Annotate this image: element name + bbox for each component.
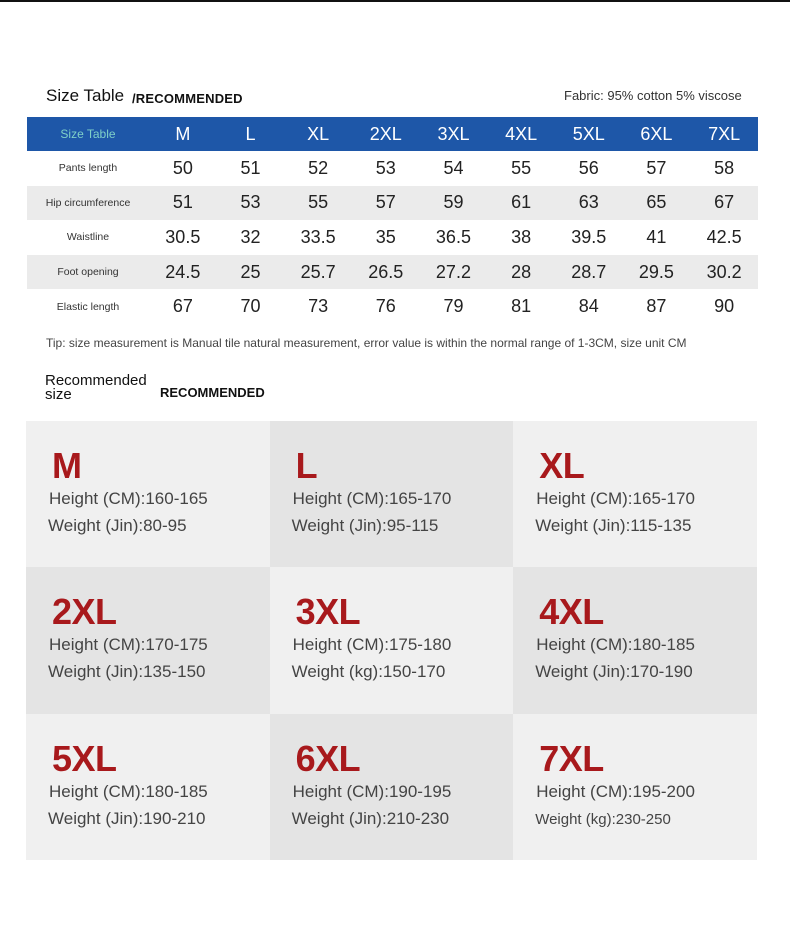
- row-label: Pants length: [58, 162, 118, 175]
- size-card-label: 4XL: [539, 591, 604, 633]
- table-cell: 25: [240, 261, 261, 282]
- size-col-header: 3XL: [437, 123, 470, 144]
- table-row: [27, 186, 758, 221]
- size-card-height: Height (CM):160-165: [49, 489, 208, 508]
- table-cell: 51: [240, 157, 261, 178]
- size-table: [27, 117, 758, 324]
- table-cell: 52: [308, 157, 329, 178]
- table-cell: 63: [578, 192, 599, 213]
- table-cell: 32: [240, 226, 261, 247]
- size-col-header: 5XL: [572, 123, 605, 144]
- table-cell: 38: [511, 226, 532, 247]
- table-cell: 53: [240, 192, 261, 213]
- row-label: Elastic length: [56, 300, 120, 313]
- recommended-size-grid: [26, 421, 757, 860]
- size-card-height: Height (CM):175-180: [292, 635, 452, 655]
- size-col-header: 7XL: [708, 123, 741, 144]
- size-card-label: M: [52, 445, 82, 486]
- table-cell: 26.5: [368, 261, 404, 282]
- size-card-weight: Weight (kg):150-170: [291, 662, 446, 682]
- size-card-weight: Weight (Jin):80-95: [48, 516, 187, 535]
- table-cell: 84: [578, 296, 599, 317]
- size-col-header: 6XL: [640, 123, 673, 144]
- table-cell: 56: [578, 157, 599, 178]
- size-card-label: 7XL: [539, 737, 604, 779]
- table-cell: 57: [375, 192, 396, 213]
- table-row: [27, 255, 758, 290]
- table-cell: 55: [308, 192, 329, 213]
- table-cell: 87: [646, 296, 667, 317]
- size-card-label: 6XL: [295, 737, 361, 779]
- size-card-weight: Weight (Jin):95-115: [291, 516, 439, 535]
- table-cell: 61: [511, 192, 532, 213]
- size-card-height: Height (CM):195-200: [536, 781, 695, 801]
- size-card-label: 5XL: [52, 737, 117, 779]
- table-cell: 65: [646, 192, 667, 213]
- size-card-height: Height (CM):180-185: [49, 781, 208, 801]
- size-card-label: 2XL: [52, 591, 117, 633]
- table-cell: 70: [240, 296, 261, 317]
- table-cell: 30.5: [165, 226, 201, 247]
- size-header-row: [27, 117, 758, 151]
- recommended-size-title: Recommended size: [45, 372, 147, 403]
- size-card-weight: Weight (Jin):115-135: [535, 516, 692, 535]
- table-cell: 25.7: [300, 261, 336, 282]
- table-cell: 73: [308, 296, 329, 317]
- size-card-weight: Weight (Jin):210-230: [291, 808, 450, 828]
- table-cell: 28: [511, 261, 532, 282]
- size-card: [513, 714, 757, 860]
- size-card: [26, 714, 270, 860]
- table-cell: 39.5: [571, 226, 607, 247]
- table-cell: 67: [172, 296, 193, 317]
- recommended-badge: RECOMMENDED: [160, 385, 265, 400]
- size-card: [26, 567, 270, 713]
- table-row: [27, 289, 758, 324]
- table-cell: 30.2: [706, 261, 742, 282]
- table-cell: 35: [375, 226, 396, 247]
- table-cell: 58: [714, 157, 735, 178]
- size-card: [270, 714, 514, 860]
- size-table-title: Size Table: [46, 86, 125, 105]
- size-card-height: Height (CM):190-195: [292, 781, 452, 801]
- size-col-header: 4XL: [505, 123, 538, 144]
- size-card-weight: Weight (Jin):190-210: [48, 808, 206, 828]
- table-cell: 50: [172, 157, 193, 178]
- size-card-height: Height (CM):165-170: [536, 489, 695, 508]
- size-card-height: Height (CM):180-185: [536, 635, 695, 655]
- table-cell: 24.5: [165, 261, 201, 282]
- table-cell: 27.2: [435, 261, 471, 282]
- table-cell: 36.5: [435, 226, 471, 247]
- size-col-header: XL: [307, 123, 330, 144]
- size-col-header: L: [245, 123, 256, 144]
- size-card-label: XL: [539, 445, 585, 486]
- size-card: [513, 567, 757, 713]
- table-cell: 59: [443, 192, 464, 213]
- measurement-tip: Tip: size measurement is Manual tile natural measurement, error value is within the normal range of 1-3CM, size unit CM: [46, 336, 687, 350]
- size-card-weight: Weight (Jin):135-150: [48, 662, 206, 682]
- size-card: [270, 421, 514, 567]
- table-row: [27, 151, 758, 186]
- size-card: [270, 567, 514, 713]
- table-cell: 33.5: [300, 226, 336, 247]
- top-divider: [0, 0, 790, 2]
- table-cell: 41: [646, 226, 667, 247]
- table-cell: 55: [511, 157, 532, 178]
- size-col-header: 2XL: [369, 123, 402, 144]
- size-card-label: 3XL: [295, 591, 361, 633]
- table-cell: 53: [375, 157, 396, 178]
- size-col-header: M: [175, 123, 191, 144]
- row-label: Foot opening: [57, 266, 119, 279]
- table-cell: 67: [714, 192, 735, 213]
- table-cell: 90: [714, 296, 735, 317]
- size-card-weight: Weight (kg):230-250: [535, 810, 671, 828]
- table-cell: 42.5: [706, 226, 742, 247]
- table-cell: 28.7: [571, 261, 607, 282]
- table-cell: 79: [443, 296, 464, 317]
- size-card-height: Height (CM):170-175: [49, 635, 208, 655]
- row-label: Waistline: [66, 231, 110, 244]
- size-card: [513, 421, 757, 567]
- recommended-subtitle: /RECOMMENDED: [132, 91, 243, 106]
- table-cell: 51: [172, 192, 193, 213]
- table-cell: 76: [375, 296, 396, 317]
- row-label: Hip circumference: [45, 196, 131, 209]
- size-card-weight: Weight (Jin):170-190: [535, 662, 693, 682]
- size-card-height: Height (CM):165-170: [292, 489, 452, 508]
- table-cell: 54: [443, 157, 464, 178]
- corner-label: Size Table: [60, 127, 116, 141]
- size-card: [26, 421, 270, 567]
- fabric-info: Fabric: 95% cotton 5% viscose: [564, 88, 742, 103]
- table-cell: 57: [646, 157, 667, 178]
- size-card-label: L: [295, 445, 318, 486]
- table-row: [27, 220, 758, 255]
- table-cell: 81: [511, 296, 532, 317]
- table-cell: 29.5: [638, 261, 674, 282]
